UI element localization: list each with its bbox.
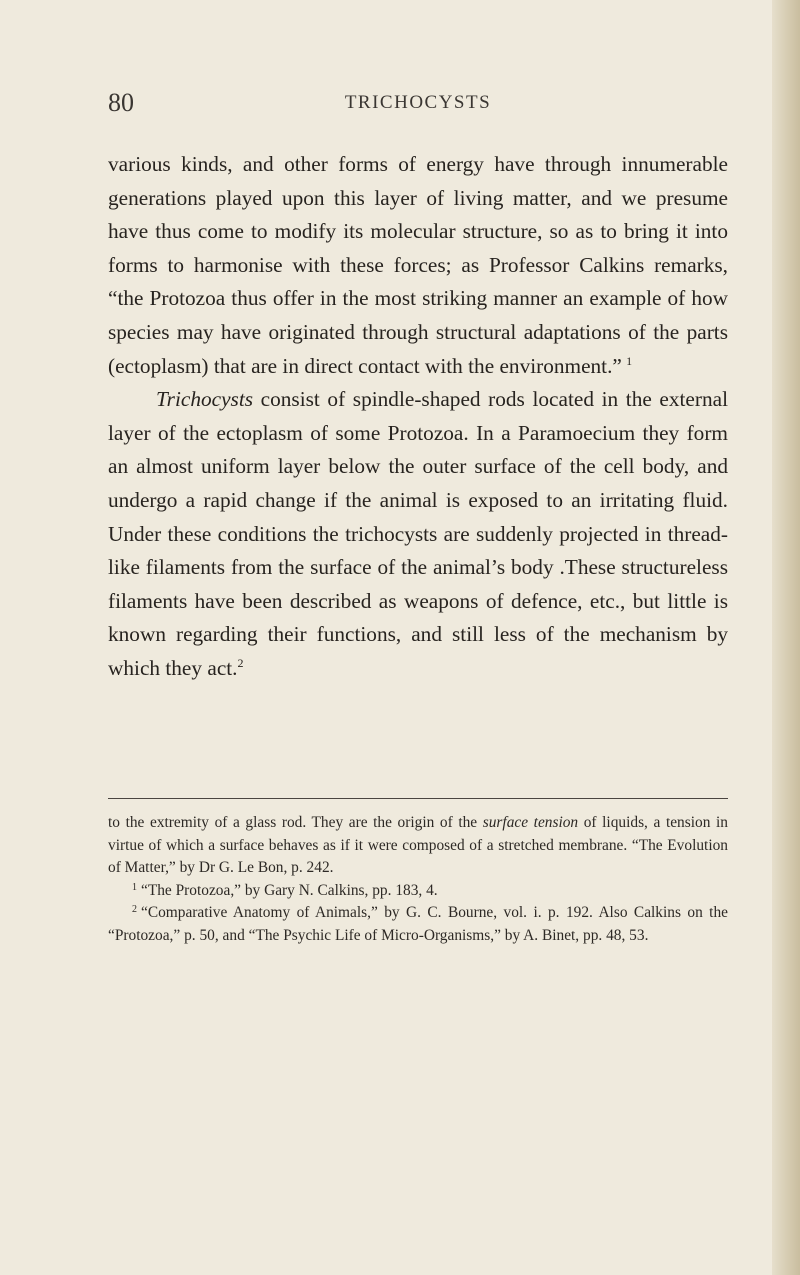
footnote-2-mark: 2	[132, 904, 137, 916]
paragraph-text: various kinds, and other forms of energy have through innumerable generations played upon this layer of living matter, and we presume have thus come to modify its molecular structure, so as to bring it into forms to harmonise with these forces; as Professor Calkins remarks, “the Protozoa thus offer in the most striking manner an example of how species may have originated through structural adaptations of the parts (ectoplasm) that are in direct contact with the environment.”	[108, 152, 728, 378]
footnote-ref-2: 2	[237, 655, 244, 670]
footnote-continuation	[108, 812, 728, 880]
body-text	[108, 148, 728, 686]
page-header	[108, 88, 728, 122]
footnotes	[108, 812, 728, 948]
page-number: 80	[108, 88, 134, 117]
footnote-1-mark: 1	[132, 881, 137, 893]
term-trichocysts: Trichocysts	[156, 387, 254, 412]
footnote-1-text: “The Protozoa,” by Gary N. Calkins, pp. 183, 4.	[141, 881, 438, 899]
paragraph-continuation	[108, 148, 728, 383]
footnote-2-text: “Comparative Anatomy of Animals,” by G. C. Bourne, vol. i. p. 192. Also Calkins on the “Protozoa,” p. 50, and “The Psychic Life of Micro-Organisms,” by A. Binet, pp. 48, 53.	[108, 904, 728, 944]
footnote-1	[108, 880, 728, 903]
page-edge-shadow	[772, 0, 800, 1275]
footnote-2	[108, 902, 728, 947]
paragraph-trichocysts	[108, 383, 728, 685]
running-title: TRICHOCYSTS	[344, 92, 492, 113]
term-surface-tension: surface tension	[482, 814, 579, 831]
paragraph-text: consist of spindle-shaped rods located in the external layer of the ectoplasm of some Protozoa. In a Paramoecium they form an almost uniform layer below the outer surface of the cell body, and undergo a rapid change if the animal is exposed to an irritating fluid. Under these conditions the trichocysts are suddenly projected in thread-like filaments from the surface of the animal’s body .These structureless filaments have been described as weapons of defence, etc., but little is known regarding their functions, and still less of the mechanism by which they act.	[108, 387, 728, 680]
footnote-text: of liquids, a tension in virtue of which a surface behaves as if it were composed of a stretched membrane. “The Evolution of Matter,” by Dr G. Le Bon, p. 242.	[108, 814, 728, 877]
footnote-divider	[108, 798, 728, 799]
footnote-text: to the extremity of a glass rod. They are the origin of the	[108, 814, 483, 831]
footnote-ref-1: 1	[626, 353, 633, 368]
